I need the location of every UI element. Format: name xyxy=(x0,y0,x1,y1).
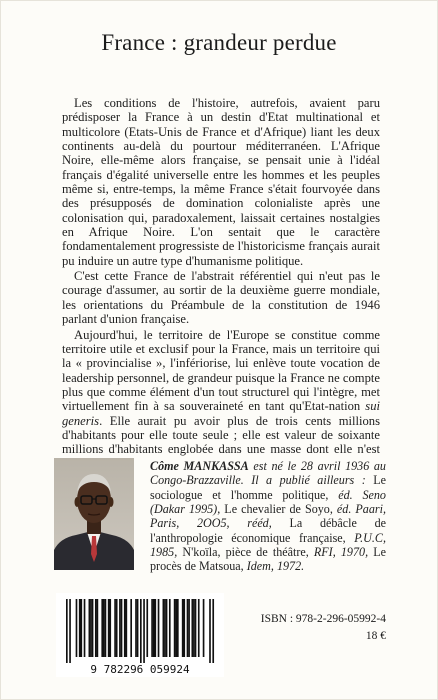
barcode-bar xyxy=(166,599,168,657)
price: 18 € xyxy=(365,630,386,642)
barcode-bar xyxy=(135,599,137,657)
isbn: ISBN : 978-2-296-05992-4 xyxy=(260,613,386,625)
bio-work-1: Le sociologue et l'homme politique, xyxy=(150,473,386,502)
barcode-bar xyxy=(164,599,166,657)
barcode-bar xyxy=(191,599,193,657)
barcode-icon xyxy=(56,593,224,677)
blurb-p3-italic: sui generis xyxy=(62,399,380,428)
barcode-bar xyxy=(153,599,155,657)
bio-work-4-pub: RFI, 1970, xyxy=(313,545,369,560)
barcode-bar xyxy=(97,599,99,657)
blurb-paragraph-2: C'est cette France de l'abstrait référentiel qui n'eut pas le courage d'assumer, au sortir de la deuxième guerre mondiale, les orientations du Préambule de la constitution de 1946 parlant d'union française. xyxy=(62,269,380,327)
bio-work-4: N'koïla, pièce de théâtre, xyxy=(177,545,314,560)
barcode-bar xyxy=(108,599,110,657)
barcode-bar xyxy=(101,599,103,657)
barcode-bar xyxy=(183,599,185,657)
barcode-bar xyxy=(76,599,78,657)
barcode-bar xyxy=(158,599,160,657)
barcode-bar xyxy=(198,599,200,657)
barcode xyxy=(56,593,224,677)
barcode-digits: 9 782296 059924 xyxy=(90,663,190,676)
barcode-bar xyxy=(103,599,105,657)
barcode-bar xyxy=(154,599,156,657)
barcode-bar xyxy=(188,599,190,657)
barcode-bar xyxy=(109,599,111,657)
blurb-paragraph-1: Les conditions de l'histoire, autrefois, avaient paru prédisposer la France à un destin d'Etat multinational et multicolore (Etats-Unis de France et d'Afrique) liant les deux continents au-delà du pourtour méditerranéen. L'Afrique Noire, elle-même alors française, se pensait unie à l'idéal français d'égalité universelle entre les hommes et les peuples même si, entre-temps, la même France s'était fourvoyée dans des présupposés de domination colonialiste après une colonisation qui, paradoxalement, laissait certaines nostalgies en Afrique Noire. L'on sentait que le caractère fondamentalement progressiste de l'historicisme français aurait pu induire un autre type d'humanisme politique. xyxy=(62,96,380,268)
barcode-bar xyxy=(105,599,107,657)
barcode-bar xyxy=(195,599,197,657)
barcode-bar xyxy=(174,599,176,657)
book-title: France : grandeur perdue xyxy=(101,30,337,55)
author-name: Côme MANKASSA xyxy=(150,459,249,473)
barcode-bar xyxy=(79,599,81,657)
barcode-bar xyxy=(130,599,132,657)
barcode-bar xyxy=(95,599,97,657)
barcode-bar xyxy=(182,599,184,657)
bio-work-2: , Le chevalier de Soyo, xyxy=(217,502,337,517)
barcode-bar xyxy=(119,599,121,657)
bio-work-1-pub: éd. Seno (Dakar 1995) xyxy=(150,487,386,517)
barcode-bar xyxy=(92,599,94,657)
barcode-bar xyxy=(163,599,165,657)
author-bio xyxy=(150,459,386,574)
barcode-bar xyxy=(124,599,126,657)
bio-work-5-pub: Idem, 1972. xyxy=(246,559,305,574)
barcode-bar xyxy=(121,599,123,657)
barcode-bar xyxy=(80,599,82,657)
barcode-bar xyxy=(209,599,211,663)
bio-work-5: Le procès de Matsoua, xyxy=(150,545,386,574)
author-portrait-icon xyxy=(54,458,134,570)
barcode-bar xyxy=(89,599,91,657)
barcode-bar xyxy=(137,599,139,657)
barcode-bar xyxy=(169,599,171,657)
blurb-p3-text-b: . Elle aurait pu avoir plus de trois cents millions d'habitants pour elle toute seule ; elle est valeur de soixante millions d'habitants englobée dans une masse dont elle n'est xyxy=(62,413,380,457)
bio-work-3: La débâcle de l'anthropologie économique française, xyxy=(150,516,387,545)
blurb xyxy=(62,96,380,471)
barcode-bar xyxy=(69,599,71,663)
blurb-p3-text-a: Aujourd'hui, le territoire de l'Europe se constitue comme territoire utile et exclusif pour la France, mais un territoire qui la « provincialise », l'infériorise, lui enlève toute vocation de leadership personnel, de grandeur puisque la France ne compte plus que comme élément d'un tout structurel qui l'intègre, met virtuellement fin à sa souveraineté en tant qu'Etat-nation xyxy=(62,327,380,414)
bio-work-2-pub: éd. Paari, Paris, 2OO5, rééd, xyxy=(150,502,386,531)
barcode-bar xyxy=(90,599,92,657)
barcode-bar xyxy=(177,599,179,657)
barcode-bar xyxy=(187,599,189,657)
barcode-bar xyxy=(114,599,116,657)
author-photo xyxy=(54,458,134,570)
bio-work-3-pub: P.U.C, 1985, xyxy=(150,530,386,560)
barcode-bar xyxy=(151,599,153,657)
barcode-bar xyxy=(212,599,214,663)
barcode-bar xyxy=(175,599,177,657)
bio-intro: est né le 28 avril 1936 au Congo-Brazzaville. Il a publié ailleurs : xyxy=(150,459,386,488)
barcode-bar xyxy=(84,599,86,657)
barcode-bar xyxy=(146,599,148,657)
barcode-bar xyxy=(143,599,145,663)
barcode-bar xyxy=(203,599,205,657)
barcode-bar xyxy=(193,599,195,657)
barcode-bar xyxy=(66,599,68,663)
barcode-bar xyxy=(140,599,142,663)
barcode-bar xyxy=(116,599,118,657)
barcode-bar xyxy=(126,599,128,657)
blurb-paragraph-3 xyxy=(62,328,380,471)
